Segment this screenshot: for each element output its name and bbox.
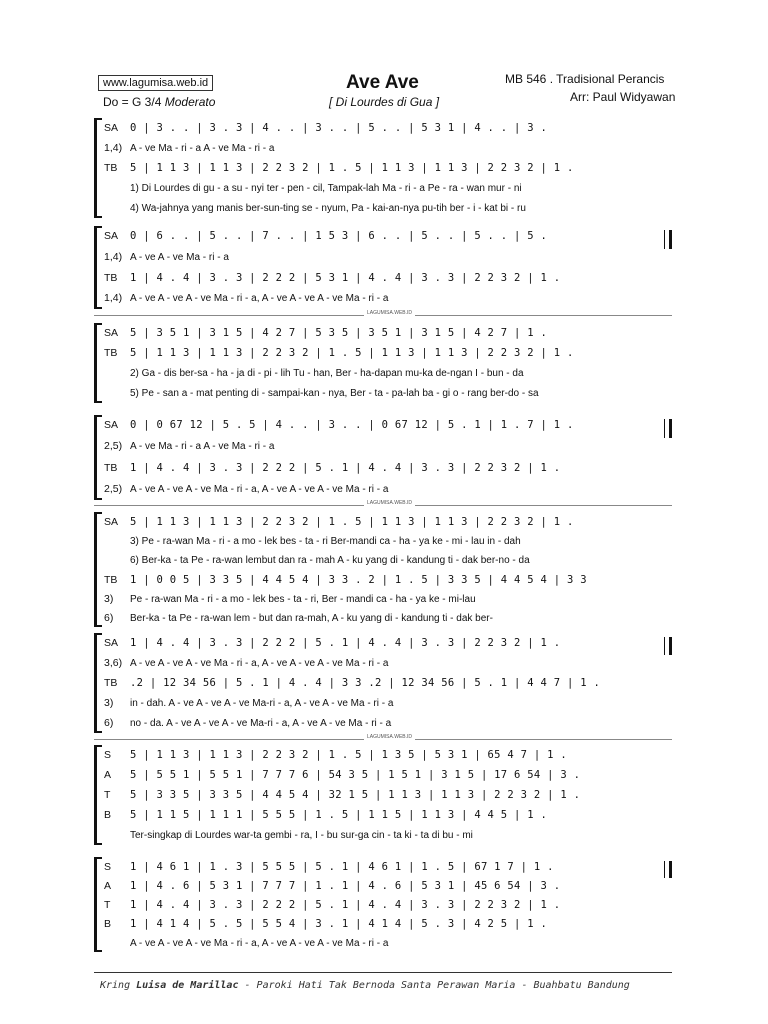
notation-row: [94, 916, 672, 933]
separator-label: LAGUMISA.WEB.ID: [364, 310, 415, 316]
voice-label: 1,4): [104, 142, 123, 154]
voice-label: A: [104, 880, 112, 892]
separator-label: LAGUMISA.WEB.ID: [364, 734, 415, 740]
lyric-row: [94, 827, 672, 844]
arranger: Arr: Paul Widyawan: [570, 90, 676, 104]
lyric-text: 1) Di Lourdes di gu - a su - nyi ter - pen - cil, Tampak-lah Ma - ri - a Pe - ra - wan mur - ni: [130, 183, 522, 194]
lyric-row: [94, 695, 672, 712]
section-separator: [94, 500, 672, 506]
voice-label: S: [104, 861, 112, 873]
footer-suffix: - Paroki Hati Tak Bernoda Santa Perawan Maria - Buahbatu Bandung: [238, 980, 630, 991]
lyric-row: [94, 610, 672, 627]
notation-row: [94, 417, 672, 434]
section-separator: [94, 734, 672, 740]
notation-text: 5 | 1 1 3 | 1 1 3 | 2 2 3 2 | 1 . 5 | 1 1 3 | 1 1 3 | 2 2 3 2 | 1 .: [130, 516, 574, 528]
key-signature: Do = G 3/4: [103, 95, 162, 109]
lyric-row: [94, 481, 672, 498]
notation-row: [94, 460, 672, 477]
lyric-row: [94, 365, 672, 382]
song-subtitle: [ Di Lourdes di Gua ]: [329, 95, 440, 109]
lyric-text: Ter-singkap di Lourdes war-ta gembi - ra, I - bu sur-ga cin - ta ki - ta di bu - mi: [130, 830, 473, 841]
notation-text: 1 | 4 . 4 | 3 . 3 | 2 2 2 | 5 3 1 | 4 . 4 | 3 . 3 | 2 2 3 2 | 1 .: [130, 271, 561, 284]
notation-row: [94, 675, 672, 692]
separator-label: LAGUMISA.WEB.ID: [364, 500, 415, 506]
lyric-text: A - ve A - ve A - ve Ma - ri - a, A - ve A - ve A - ve Ma - ri - a: [130, 658, 389, 669]
lyric-row: [94, 552, 672, 569]
final-barline: [664, 637, 672, 655]
voice-label: A: [104, 769, 112, 781]
voice-label: T: [104, 789, 111, 801]
lyric-row: [94, 140, 672, 157]
notation-text: 1 | 4 . 4 | 3 . 3 | 2 2 2 | 5 . 1 | 4 . 4 | 3 . 3 | 2 2 3 2 | 1 .: [130, 637, 561, 649]
score-system: [94, 857, 672, 952]
lyric-text: A - ve A - ve A - ve Ma - ri - a, A - ve A - ve A - ve Ma - ri - a: [130, 483, 389, 495]
voice-label: 1,4): [104, 292, 123, 305]
voice-label: TB: [104, 573, 118, 586]
notation-text: .2 | 12 34 56 | 5 . 1 | 4 . 4 | 3 3 .2 | 12 34 56 | 5 . 1 | 4 4 7 | 1 .: [130, 677, 601, 689]
lyric-text: 3) Pe - ra-wan Ma - ri - a mo - lek bes - ta - ri Ber-mandi ca - ha - ya ke - mi - lau in - dah: [130, 536, 521, 548]
footer-name: Luisa de Marillac: [136, 980, 239, 991]
lyric-text: A - ve A - ve Ma - ri - a: [130, 251, 229, 263]
lyric-row: [94, 715, 672, 732]
voice-label: 1,4): [104, 250, 123, 263]
voice-label: SA: [104, 516, 119, 528]
lyric-text: Ber-ka - ta Pe - ra-wan lem - but dan ra-mah, A - ku yang di - kandung ti - dak ber-: [130, 612, 493, 624]
notation-row: [94, 747, 672, 764]
notation-text: 5 | 5 5 1 | 5 5 1 | 7 7 7 6 | 54 3 5 | 1 5 1 | 3 1 5 | 17 6 54 | 3 .: [130, 769, 581, 781]
lyric-text: no - da. A - ve A - ve A - ve Ma-ri - a, A - ve A - ve Ma - ri - a: [130, 718, 392, 729]
lyric-row: [94, 935, 672, 952]
voice-label: TB: [104, 162, 118, 174]
lyric-row: [94, 438, 672, 455]
notation-text: 0 | 3 . . | 3 . 3 | 4 . . | 3 . . | 5 . . | 5 3 1 | 4 . . | 3 .: [130, 122, 548, 134]
voice-label: TB: [104, 677, 118, 689]
notation-text: 5 | 3 3 5 | 3 3 5 | 4 4 5 4 | 32 1 5 | 1 1 3 | 1 1 3 | 2 2 3 2 | 1 .: [130, 789, 581, 801]
notation-row: [94, 878, 672, 895]
notation-text: 5 | 1 1 5 | 1 1 1 | 5 5 5 | 1 . 5 | 1 1 5 | 1 1 3 | 4 4 5 | 1 .: [130, 809, 548, 821]
footer-credit: [100, 980, 630, 991]
song-title: Ave Ave: [346, 72, 419, 93]
voice-label: 2,5): [104, 440, 123, 453]
notation-row: [94, 160, 672, 177]
lyric-row: [94, 591, 672, 608]
score-system: [94, 745, 672, 845]
notation-text: 0 | 6 . . | 5 . . | 7 . . | 1 5 3 | 6 . . | 5 . . | 5 . . | 5 .: [130, 230, 548, 242]
lyric-row: [94, 655, 672, 672]
voice-label: TB: [104, 461, 118, 474]
notation-row: [94, 787, 672, 804]
tempo-marking: Moderato: [164, 95, 216, 109]
notation-text: 1 | 0 0 5 | 3 3 5 | 4 4 5 4 | 3 3 . 2 | 1 . 5 | 3 3 5 | 4 4 5 4 | 3 3: [130, 573, 587, 586]
lyric-row: [94, 180, 672, 197]
final-barline: [664, 230, 672, 249]
voice-label: SA: [104, 419, 119, 431]
score-system: [94, 633, 672, 733]
catalog-origin: MB 546 . Tradisional Perancis: [505, 72, 665, 86]
voice-label: S: [104, 749, 112, 761]
score-system: [94, 512, 672, 627]
notation-row: [94, 807, 672, 824]
notation-row: [94, 120, 672, 137]
voice-label: 2,5): [104, 482, 123, 495]
notation-text: 0 | 0 67 12 | 5 . 5 | 4 . . | 3 . . | 0 67 12 | 5 . 1 | 1 . 7 | 1 .: [130, 419, 574, 431]
notation-text: 1 | 4 . 4 | 3 . 3 | 2 2 2 | 5 . 1 | 4 . 4 | 3 . 3 | 2 2 3 2 | 1 .: [130, 899, 561, 911]
lyric-text: A - ve Ma - ri - a A - ve Ma - ri - a: [130, 143, 275, 154]
footer-rule: [94, 972, 672, 973]
notation-text: 1 | 4 6 1 | 1 . 3 | 5 5 5 | 5 . 1 | 4 6 1 | 1 . 5 | 67 1 7 | 1 .: [130, 861, 554, 873]
voice-label: SA: [104, 637, 119, 649]
lyric-row: [94, 249, 672, 266]
voice-label: SA: [104, 327, 119, 339]
lyric-text: 6) Ber-ka - ta Pe - ra-wan lembut dan ra - mah A - ku yang di - kandung ti - dak ber-no - da: [130, 555, 530, 567]
notation-row: [94, 767, 672, 784]
lyric-row: [94, 533, 672, 550]
lyric-row: [94, 200, 672, 217]
lyric-text: Pe - ra-wan Ma - ri - a mo - lek bes - ta - ri, Ber - mandi ca - ha - ya ke - mi-lau: [130, 593, 476, 605]
lyric-text: in - dah. A - ve A - ve A - ve Ma-ri - a, A - ve A - ve Ma - ri - a: [130, 698, 394, 709]
voice-label: 6): [104, 611, 114, 624]
lyric-text: 2) Ga - dis ber-sa - ha - ja di - pi - lih Tu - han, Ber - ha-dapan mu-ka de-ngan I - bun - da: [130, 368, 524, 379]
notation-row: [94, 345, 672, 362]
voice-label: 3): [104, 697, 114, 709]
notation-row: [94, 572, 672, 589]
voice-label: B: [104, 809, 112, 821]
final-barline: [664, 419, 672, 438]
lyric-text: A - ve A - ve A - ve Ma - ri - a, A - ve A - ve A - ve Ma - ri - a: [130, 938, 389, 949]
score-system: [94, 323, 672, 403]
notation-text: 1 | 4 . 4 | 3 . 3 | 2 2 2 | 5 . 1 | 4 . 4 | 3 . 3 | 2 2 3 2 | 1 .: [130, 461, 561, 474]
voice-label: T: [104, 899, 111, 911]
voice-label: B: [104, 918, 112, 930]
voice-label: 3,6): [104, 657, 123, 669]
voice-label: SA: [104, 122, 119, 134]
notation-text: 1 | 4 1 4 | 5 . 5 | 5 5 4 | 3 . 1 | 4 1 4 | 5 . 3 | 4 2 5 | 1 .: [130, 918, 548, 930]
notation-row: [94, 270, 672, 287]
voice-label: TB: [104, 347, 118, 359]
section-separator: [94, 310, 672, 316]
lyric-text: A - ve Ma - ri - a A - ve Ma - ri - a: [130, 441, 275, 453]
voice-label: TB: [104, 271, 118, 284]
voice-label: 6): [104, 717, 114, 729]
lyric-text: 5) Pe - san a - mat penting di - sampai-kan - nya, Ber - ta - pa-lah ba - gi o - rang ber-do - sa: [130, 388, 539, 399]
footer-prefix: Kring: [100, 980, 137, 991]
notation-text: 5 | 1 1 3 | 1 1 3 | 2 2 3 2 | 1 . 5 | 1 3 5 | 5 3 1 | 65 4 7 | 1 .: [130, 749, 568, 761]
notation-text: 5 | 3 5 1 | 3 1 5 | 4 2 7 | 5 3 5 | 3 5 1 | 3 1 5 | 4 2 7 | 1 .: [130, 327, 548, 339]
notation-row: [94, 228, 672, 245]
voice-label: SA: [104, 230, 119, 242]
score-system: [94, 415, 672, 500]
notation-text: 5 | 1 1 3 | 1 1 3 | 2 2 3 2 | 1 . 5 | 1 1 3 | 1 1 3 | 2 2 3 2 | 1 .: [130, 162, 574, 174]
notation-text: 5 | 1 1 3 | 1 1 3 | 2 2 3 2 | 1 . 5 | 1 1 3 | 1 1 3 | 2 2 3 2 | 1 .: [130, 347, 574, 359]
lyric-text: A - ve A - ve A - ve Ma - ri - a, A - ve A - ve A - ve Ma - ri - a: [130, 293, 389, 305]
score-system: [94, 226, 672, 309]
website-label: www.lagumisa.web.id: [98, 75, 213, 91]
key-tempo: [103, 95, 215, 109]
notation-row: [94, 325, 672, 342]
score-system: [94, 118, 672, 218]
notation-row: [94, 897, 672, 914]
lyric-row: [94, 385, 672, 402]
notation-row: [94, 635, 672, 652]
voice-label: 3): [104, 592, 114, 605]
notation-row: [94, 514, 672, 531]
lyric-row: [94, 290, 672, 307]
notation-text: 1 | 4 . 6 | 5 3 1 | 7 7 7 | 1 . 1 | 4 . 6 | 5 3 1 | 45 6 54 | 3 .: [130, 880, 561, 892]
final-barline: [664, 861, 672, 878]
lyric-text: 4) Wa-jahnya yang manis ber-sun-ting se - nyum, Pa - kai-an-nya pu-tih ber - i - kat bi - ru: [130, 203, 526, 214]
notation-row: [94, 859, 672, 876]
